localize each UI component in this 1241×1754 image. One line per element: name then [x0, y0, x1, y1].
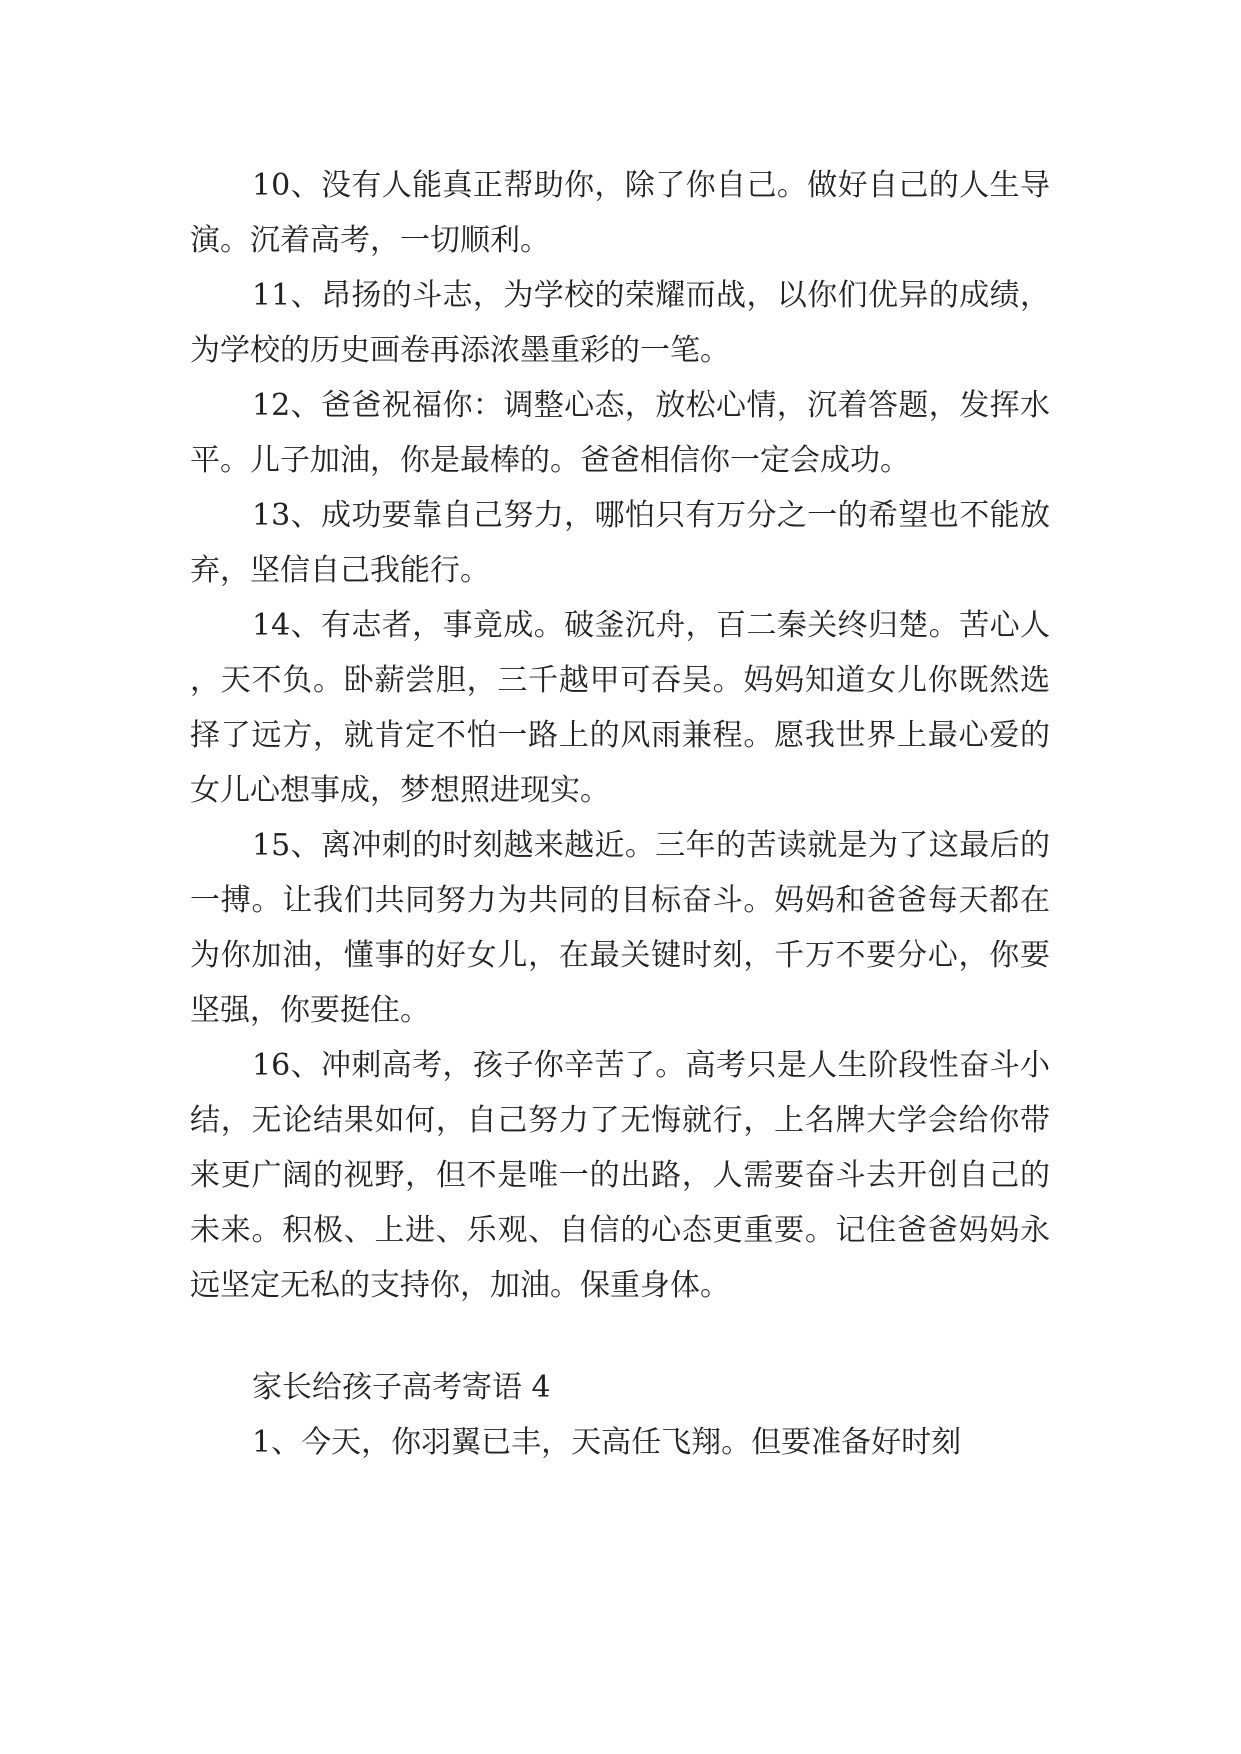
paragraph-16: 16、冲刺高考，孩子你辛苦了。高考只是人生阶段性奋斗小结，无论结果如何，自己努力了无悔就行，上名牌大学会给你带来更广阔的视野，但不是唯一的出路，人需要奋斗去开创自己的未来。积极、上进、乐观、自信的心态更重要。记住爸爸妈妈永远坚定无私的支持你，加油。保重身体。	[190, 1048, 1050, 1303]
section-heading: 家长给孩子高考寄语 4	[252, 1370, 551, 1405]
paragraph-1-next-section: 1、今天，你羽翼已丰，天高任飞翔。但要准备好时刻	[252, 1425, 962, 1460]
paragraph-11: 11、昂扬的斗志，为学校的荣耀而战，以你们优异的成绩，为学校的历史画卷再添浓墨重彩的一笔。	[190, 278, 1050, 368]
paragraph-13: 13、成功要靠自己努力，哪怕只有万分之一的希望也不能放弃，坚信自己我能行。	[190, 498, 1050, 588]
paragraph-15: 15、离冲刺的时刻越来越近。三年的苦读就是为了这最后的一搏。让我们共同努力为共同的目标奋斗。妈妈和爸爸每天都在为你加油，懂事的好女儿，在最关键时刻，千万不要分心，你要坚强，你要挺住。	[190, 828, 1050, 1028]
paragraph-14: 14、有志者，事竟成。破釜沉舟，百二秦关终归楚。苦心人，天不负。卧薪尝胆，三千越甲可吞吴。妈妈知道女儿你既然选择了远方，就肯定不怕一路上的风雨兼程。愿我世界上最心爱的女儿心想事成，梦想照进现实。	[190, 608, 1050, 808]
paragraph-12: 12、爸爸祝福你：调整心态，放松心情，沉着答题，发挥水平。儿子加油，你是最棒的。爸爸相信你一定会成功。	[190, 388, 1050, 478]
paragraph-10: 10、没有人能真正帮助你，除了你自己。做好自己的人生导演。沉着高考，一切顺利。	[190, 168, 1050, 258]
document-body	[190, 158, 1050, 1470]
